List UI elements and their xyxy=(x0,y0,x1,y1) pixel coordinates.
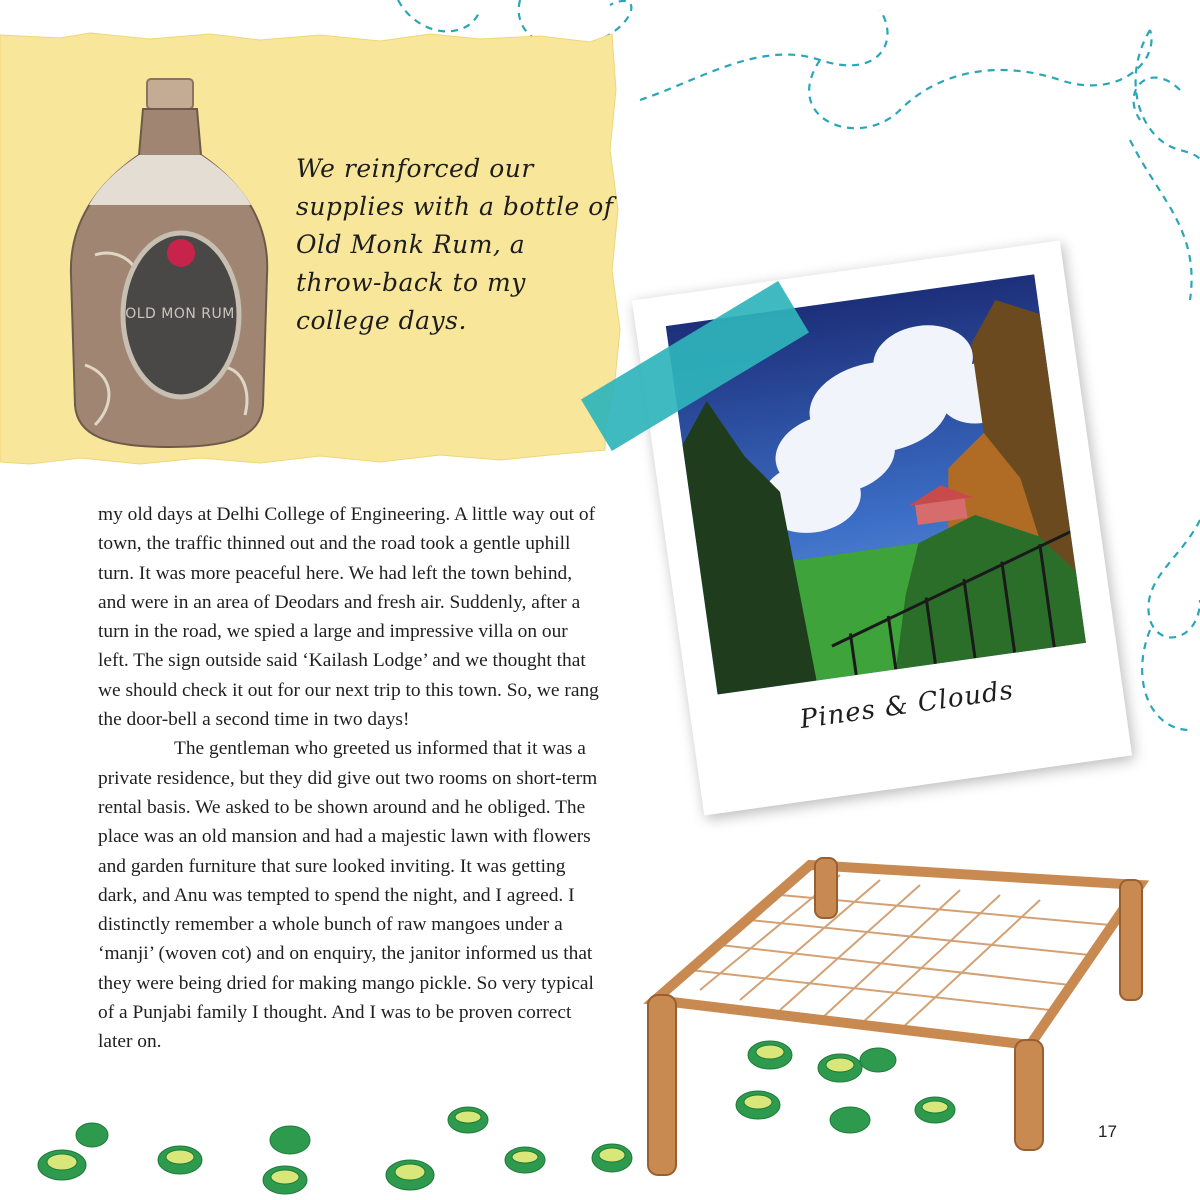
bottle-label-text: OLD MON RUM xyxy=(125,306,235,322)
note-handwritten-text: We reinforced our supplies with a bottle of Old Monk Rum, a throw-back to my college days. xyxy=(296,154,614,335)
polaroid-caption: Pines & Clouds xyxy=(798,675,1016,736)
body-paragraph-2: The gentleman who greeted us informed that it was a private residence, but they did give out two rooms on short-term rental basis. We asked to be shown around and he obliged. The place was an old mansion and had a majestic lawn with flowers and garden furniture that sure looked inviting. It was getting dark, and Anu was tempted to spend the night, and I agreed. I distinctly remember a whole bunch of raw mangoes under a ‘manji’ (woven cot) and on enquiry, the janitor informed us that they were being dried for making mango pickle. So very typical of a Punjabi family I thought. And I was to be proven correct later on. xyxy=(98,738,598,1053)
body-paragraph-1: my old days at Delhi College of Engineering. A little way out of town, the traffic thinned out and the road took a gentle uphill turn. It was more peaceful here. We had left the town behind, and were in an area of Deodars and fresh air. Suddenly, after a turn in the road, we spied a large and impressive villa on our left. The sign outside said ‘Kailash Lodge’ and we thought that we should check it out for our next trip to this town. So, we rang the door-bell a second time in two days! xyxy=(98,504,599,731)
page-number: 17 xyxy=(1098,1122,1117,1141)
